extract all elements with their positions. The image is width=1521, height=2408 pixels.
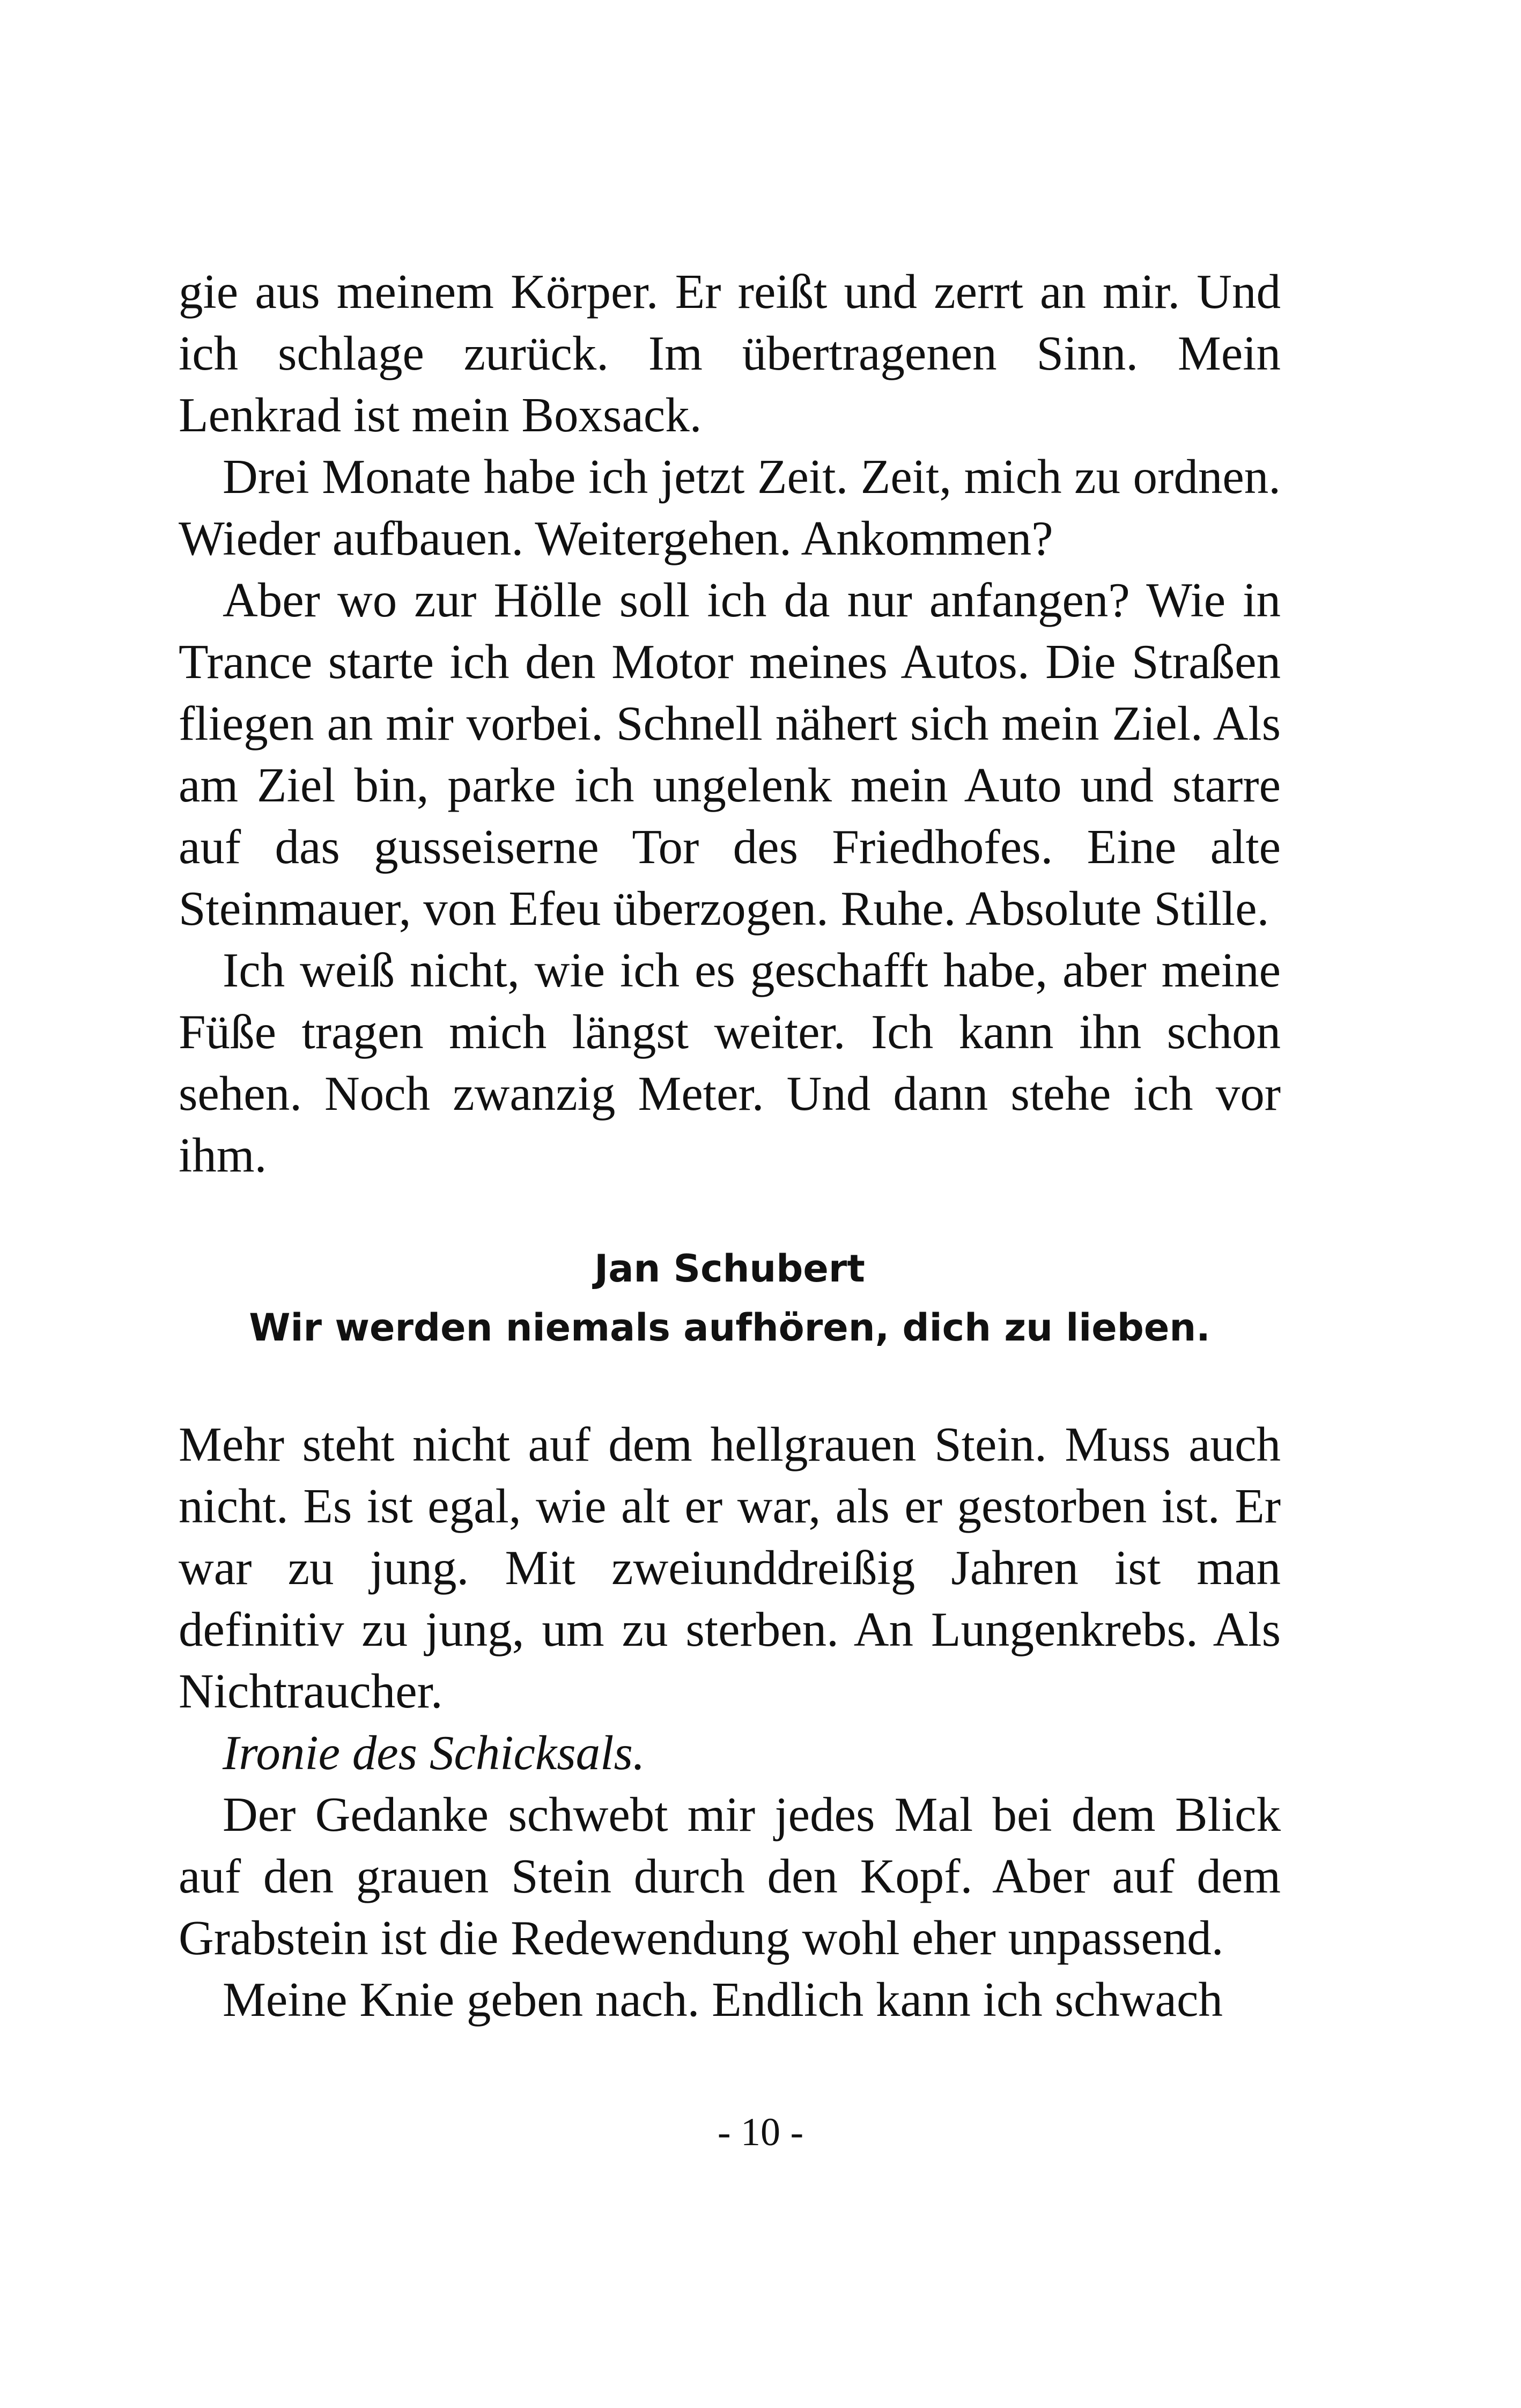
gravestone-inscription xyxy=(179,1239,1281,1357)
paragraph: Drei Monate habe ich jetzt Zeit. Zeit, mich zu ordnen. Wieder aufbauen. Weitergehen. Ankommen? xyxy=(179,450,1281,565)
paragraph: Ich weiß nicht, wie ich es geschafft habe, aber meine Füße tragen mich längst weiter. Ich kann ihn schon sehen. Noch zwanzig Meter. Und dann stehe ich vor ihm. xyxy=(179,943,1281,1182)
italic-paragraph: Ironie des Schicksals. xyxy=(223,1726,645,1780)
paragraph: Aber wo zur Hölle soll ich da nur anfangen? Wie in Trance starte ich den Motor meines Autos. Die Straßen fliegen an mir vorbei. Schnell nähert sich mein Ziel. Als am Ziel bin, parke ich ungelenk mein Auto und starre auf das gusseiserne Tor des Friedhofes. Eine alte Steinmauer, von Efeu überzogen. Ruhe. Absolute Stille. xyxy=(179,573,1281,936)
paragraph: Meine Knie geben nach. Endlich kann ich schwach xyxy=(223,1972,1223,2027)
paragraph: Der Gedanke schwebt mir jedes Mal bei dem Blick auf den grauen Stein durch den Kopf. Aber auf dem Grabstein ist die Redewendung wohl eher unpassend. xyxy=(179,1787,1281,1965)
paragraph: gie aus meinem Körper. Er reißt und zerrt an mir. Und ich schlage zurück. Im übertragenen Sinn. Mein Lenkrad ist mein Boxsack. xyxy=(179,264,1281,442)
body-text-bottom xyxy=(179,1413,1281,2030)
paragraph: Mehr steht nicht auf dem hellgrauen Stein. Muss auch nicht. Es ist egal, wie alt er war, als er gestorben ist. Er war zu jung. Mit zweiunddreißig Jahren ist man definitiv zu jung, um zu sterben. An Lungenkrebs. Als Nichtraucher. xyxy=(179,1417,1281,1718)
body-text-top xyxy=(179,261,1281,1186)
gravestone-text: Wir werden niemals aufhören, dich zu lieben. xyxy=(249,1306,1210,1350)
page-number: - 10 - xyxy=(717,2110,804,2154)
gravestone-name: Jan Schubert xyxy=(594,1247,865,1291)
